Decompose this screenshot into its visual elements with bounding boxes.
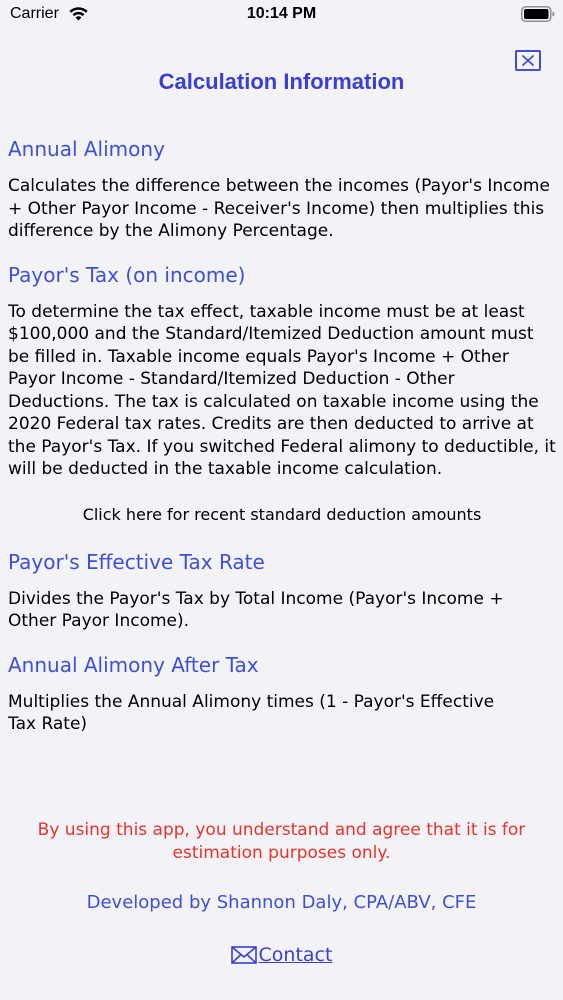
page-title: Calculation Information (158, 69, 405, 94)
section-heading: Payor's Effective Tax Rate (8, 549, 265, 574)
status-time: 10:14 PM (246, 5, 317, 22)
status-bar (0, 0, 563, 30)
section-heading: Annual Alimony After Tax (8, 652, 259, 677)
section-alimony-after-tax (8, 651, 556, 736)
section-effective-tax-rate (8, 548, 556, 633)
close-button[interactable] (515, 50, 541, 71)
section-body: Divides the Payor's Tax by Total Income (Payor's Income + Other Payor Income). (8, 588, 504, 631)
contact-link[interactable] (0, 944, 563, 966)
section-annual-alimony (8, 135, 556, 243)
developer-credit: Developed by Shannon Daly, CPA/ABV, CFE (86, 892, 477, 913)
section-body: Calculates the difference between the incomes (Payor's Income + Other Payor Income - Receiver's Income) then multiplies this difference by the Alimony Percentage. (8, 176, 550, 241)
section-heading: Payor's Tax (on income) (8, 262, 246, 287)
section-body: Multiplies the Annual Alimony times (1 - Payor's Effective Tax Rate) (8, 691, 495, 734)
contact-label[interactable]: Contact (258, 944, 333, 966)
section-body: To determine the tax effect, taxable income must be at least $100,000 and the Standard/Itemized Deduction amount must be filled in. Taxable income equals Payor's Income + Other Payor Income - Standard/Itemized Deduction - Other Deductions. The tax is calculated on taxable income using the 2020 Federal tax rates. Credits are then deducted to arrive at the Payor's Tax. If you switched Federal alimony to deductible, it will be deducted in the taxable income calculation. (8, 301, 556, 479)
battery-icon (521, 6, 555, 22)
disclaimer-text: By using this app, you understand and agree that it is for estimation purposes only. (37, 820, 526, 863)
info-content (8, 135, 556, 736)
section-heading: Annual Alimony (8, 137, 165, 161)
mail-icon (231, 946, 257, 964)
standard-deduction-link[interactable]: Click here for recent standard deduction amounts (82, 504, 482, 524)
close-icon (522, 55, 534, 66)
carrier-label: Carrier (10, 5, 59, 22)
section-payors-tax (8, 261, 556, 481)
